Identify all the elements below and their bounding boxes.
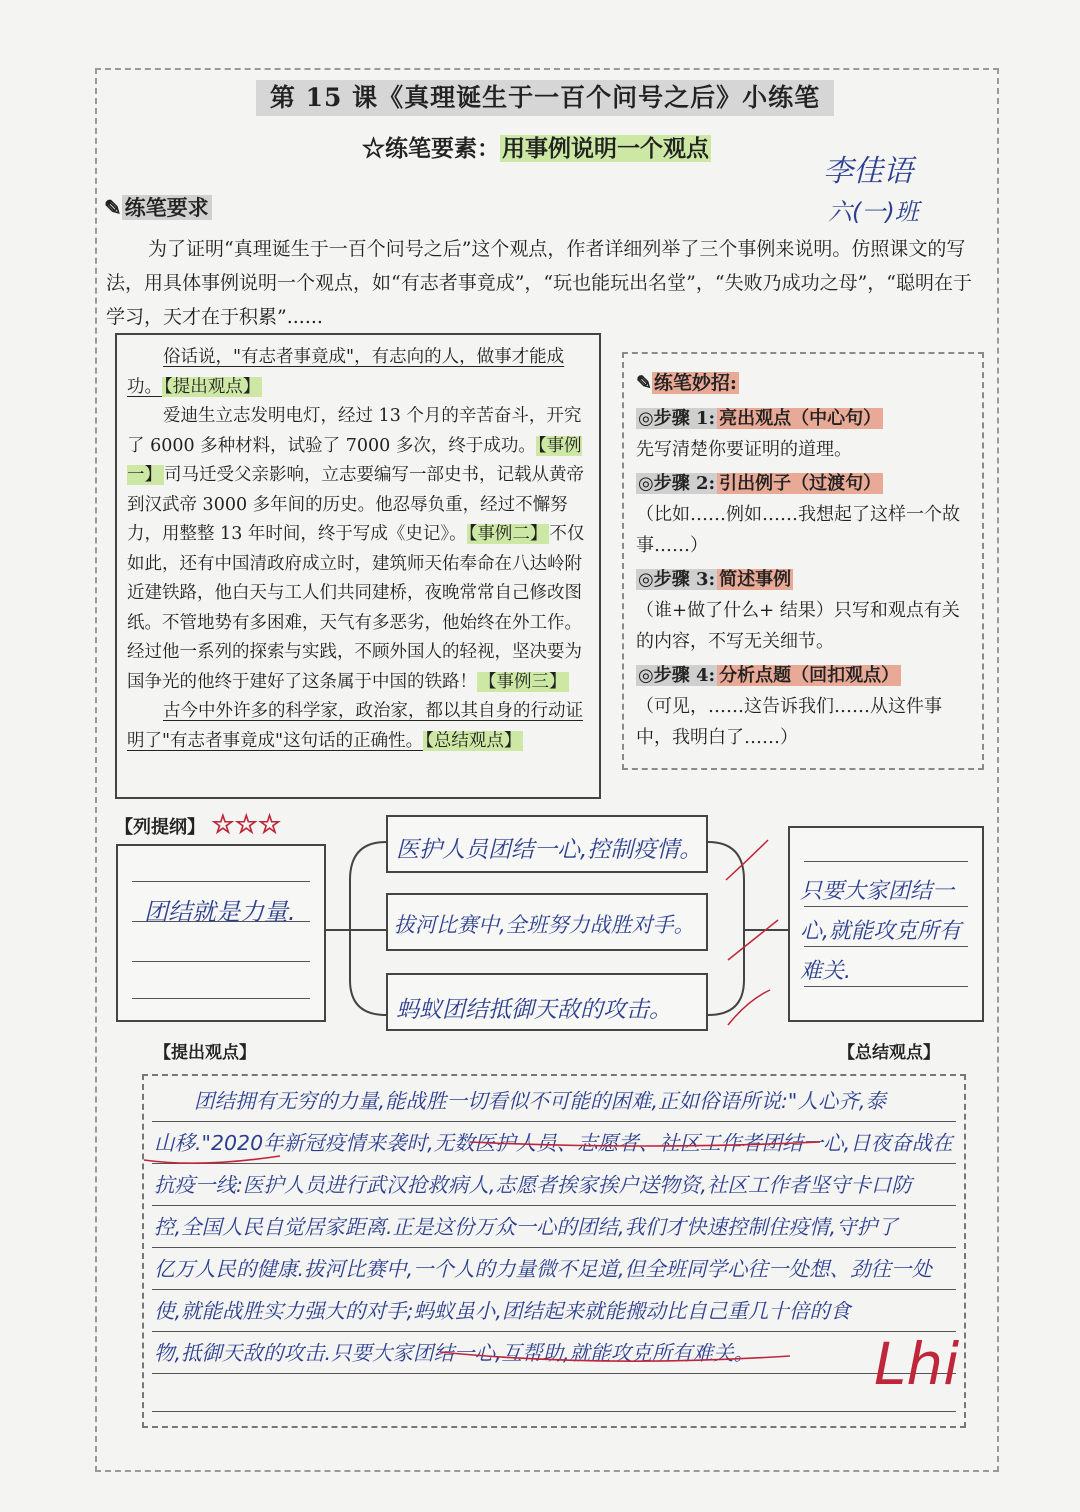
tips-title: 练笔妙招: (653, 372, 737, 394)
requirement-heading (104, 192, 212, 222)
example-opening: 俗话说，"有志者事竟成"，有志向的人，做事才能成功。 (127, 347, 565, 397)
pencil-icon: ✎ (104, 195, 122, 220)
step-4-desc: （可见，……这告诉我们……从这件事中，我明白了……） (636, 696, 942, 748)
step-3-label: ◎步骤 3: (638, 569, 716, 590)
student-class: 六(一)班 (828, 198, 919, 226)
example-passage (115, 333, 601, 799)
step-2-label: ◎步骤 2: (638, 473, 716, 494)
outline-example-2: 拔河比赛中,全班努力战胜对手。 (394, 913, 695, 937)
outline-conclusion-text: 只要大家团结一心,就能攻克所有难关. (800, 879, 961, 984)
step-1-desc: 先写清楚你要证明的道理。 (636, 439, 852, 460)
step-4-label: ◎步骤 4: (638, 665, 716, 686)
conclusion-label: 【总结观点】 (838, 1043, 940, 1063)
teacher-grade: Lhi (874, 1330, 960, 1398)
requirement-text: 为了证明“真理诞生于一百个问号之后”这个观点，作者详细列举了三个事例来说明。仿照课文的写法，用具体事例说明一个观点，如“有志者事竟成”，“玩也能玩出名堂”，“失败乃成功之母”，“聪明在于学习，天才在于积累”...... (106, 238, 972, 328)
step-2-name: 引出例子（过渡句） (719, 473, 882, 494)
essay-line-2: 山移."2020年新冠疫情来袭时,无数医护人员、志愿者、社区工作者团结一心,日夜奋战在 (154, 1131, 953, 1155)
page-title: 第 15 课《真理诞生于一百个问号之后》小练笔 (256, 80, 834, 116)
essay-line-6: 使,就能战胜实力强大的对手;蚂蚁虽小,团结起来就能搬动比自己重几十倍的食 (154, 1299, 851, 1323)
step-4-name: 分析点题（回扣观点） (719, 665, 900, 686)
outline-label: 【列提纲】 (115, 817, 205, 838)
step-2-desc: （比如……例如……我想起了这样一个故事……） (636, 504, 960, 556)
writing-elements (362, 132, 711, 166)
essay-line-3: 抗疫一线:医护人员进行武汉抢救病人,志愿者挨家挨户送物资,社区工作者坚守卡口防 (154, 1173, 912, 1197)
example-simaqian: 司马迁受父亲影响，立志要编写一部史书，记载从黄帝到汉武帝 3000 多年间的历史。他忍辱负重，经过不懈努力，用整整 13 年时间，终于写成《史记》。 (127, 465, 584, 544)
requirement-label: 练笔要求 (122, 195, 212, 220)
essay-line-1: 团结拥有无穷的力量,能战胜一切看似不可能的困难,正如俗语所说:"人心齐,泰 (194, 1089, 886, 1113)
outline-point-box (116, 844, 326, 1022)
step-1-name: 亮出观点（中心句） (719, 408, 882, 429)
outline-heading (115, 810, 281, 840)
pencil-icon: ✎ (636, 372, 652, 394)
outline-right-bracket (708, 820, 790, 1030)
outline-example-1: 医护人员团结一心,控制疫情。 (396, 837, 703, 863)
outline-conclusion-box (788, 826, 984, 1022)
outline-example-box-1 (386, 815, 708, 873)
example-zhantianyou: 不仅如此，还有中国清政府成立时，建筑师天佑奉命在八达岭附近建铁路，他白天与工人们共同建桥，夜晚常常自己修改图纸。不管地势有多困难，天气有多恶劣，他始终在外工作。经过他一系列的探索与实践，不顾外国人的轻视，坚决要为国争光的他终于建好了这条属于中国的铁路！ (127, 524, 585, 692)
writing-elements-prefix: ☆练笔要素： (362, 135, 500, 162)
example-closing: 古今中外许多的科学家，政治家，都以其自身的行动证明了"有志者事竟成"这句话的正确性。 (127, 701, 583, 751)
tag-example-one: 【事例一】 (127, 435, 582, 485)
star-rating: ☆☆☆ (211, 810, 282, 840)
tag-example-three: 【事例三】 (479, 671, 567, 692)
tag-example-two: 【事例二】 (468, 524, 548, 544)
teacher-red-marks (140, 1120, 970, 1380)
step-3-name: 简述事例 (719, 569, 792, 590)
tag-summary-point: 【总结观点】 (425, 730, 522, 751)
essay-line-7: 物,抵御天敌的攻击.只要大家团结一心,互帮助,就能攻克所有难关。 (154, 1341, 755, 1365)
point-label: 【提出观点】 (154, 1043, 256, 1063)
outline-example-3: 蚂蚁团结抵御天敌的攻击。 (396, 997, 672, 1023)
example-edison: 爱迪生立志发明电灯，经过 13 个月的辛苦奋斗，开究了 6000 多种材料，试验了 7000 多次，终于成功。 (127, 406, 582, 456)
outline-point-text: 团结就是力量. (144, 898, 296, 926)
outline-example-box-2 (386, 893, 708, 951)
step-1-label: ◎步骤 1: (638, 408, 716, 429)
essay-line-4: 控,全国人民自觉居家距离.正是这份万众一心的团结,我们才快速控制住疫情,守护了 (154, 1215, 898, 1239)
tag-propose-point: 【提出观点】 (164, 376, 261, 397)
writing-tips-box (622, 352, 984, 770)
step-3-desc: （谁+做了什么+ 结果）只写和观点有关的内容，不写无关细节。 (636, 600, 960, 652)
student-name: 李佳语 (823, 154, 913, 189)
essay-line-5: 亿万人民的健康.拔河比赛中,一个人的力量微不足道,但全班同学心往一处想、劲往一处 (154, 1257, 933, 1281)
writing-elements-value: 用事例说明一个观点 (502, 135, 709, 162)
outline-example-box-3 (386, 973, 708, 1031)
